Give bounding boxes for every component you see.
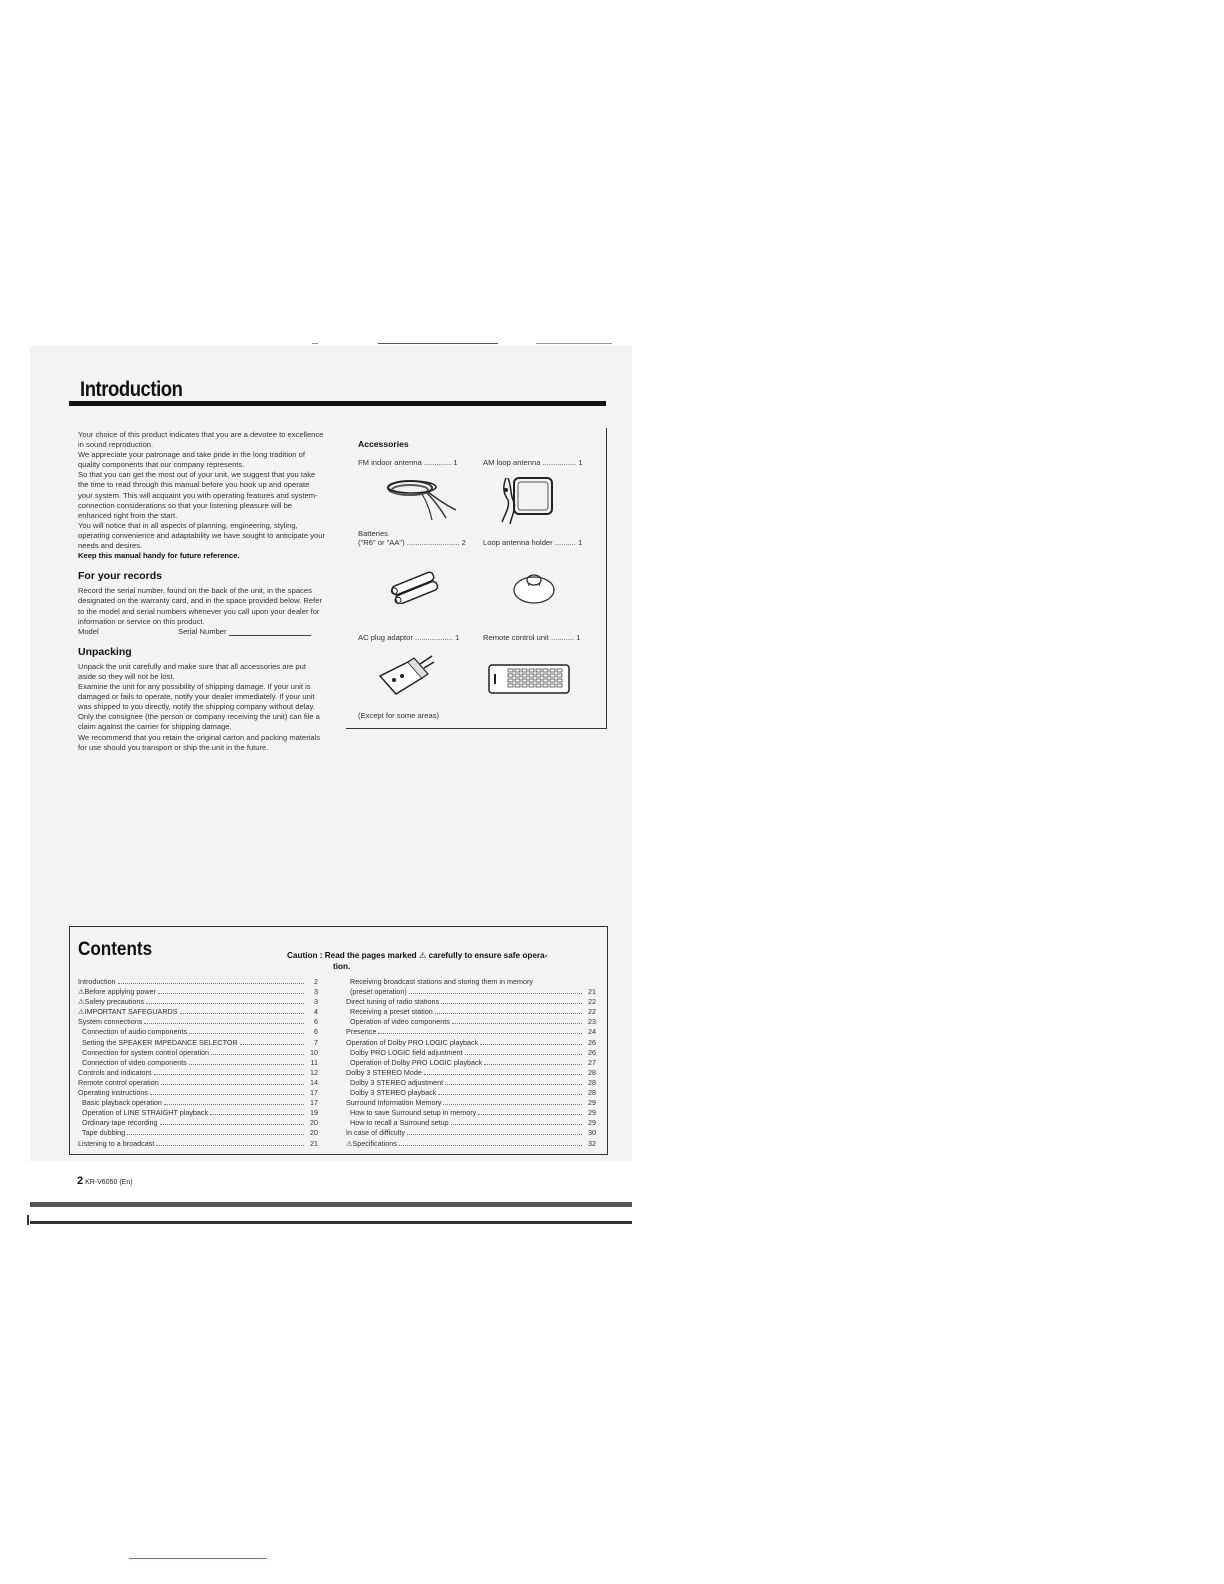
toc-entry (346, 1017, 596, 1027)
toc-leader-dots (164, 1098, 304, 1105)
toc-entry (346, 1007, 596, 1017)
toc-leader-dots (378, 1027, 582, 1034)
toc-entry-title: In case of difficulty (346, 1128, 405, 1138)
caution-text: Caution : Read the pages marked (287, 951, 417, 960)
toc-leader-dots (424, 1068, 582, 1075)
toc-entry-title: ⚠IMPORTANT SAFEGUARDS (78, 1007, 178, 1017)
unpacking-paragraph: Unpack the unit carefully and make sure that all accessories are put aside so they will not be lost. (78, 661, 306, 681)
toc-entry (78, 987, 318, 997)
scan-artifact-line (378, 343, 498, 344)
toc-leader-dots (478, 1108, 582, 1115)
toc-page-number: 29 (588, 1098, 596, 1108)
toc-entry (78, 1108, 318, 1118)
toc-page-number: 3 (314, 987, 318, 997)
scan-artifact-line (536, 343, 612, 344)
loop-holder-label: Loop antenna holder .......... 1 (483, 538, 583, 547)
toc-page-number: 27 (588, 1057, 596, 1067)
scan-mark (27, 1215, 29, 1225)
toc-leader-dots (189, 1027, 304, 1034)
toc-entry-title: Operation of LINE STRAIGHT playback (82, 1108, 209, 1118)
toc-leader-dots (211, 1048, 304, 1055)
toc-entry-title: ⚠Safety precautions (78, 997, 144, 1007)
remote-control-label: Remote control unit ........... 1 (483, 633, 581, 642)
toc-entry (78, 1017, 318, 1027)
toc-entry-title: System connections (78, 1017, 143, 1027)
toc-page-number: 4 (314, 1007, 318, 1017)
caution-text-end: tion. (333, 962, 351, 971)
introduction-text (78, 430, 326, 753)
toc-page-number: 28 (588, 1088, 596, 1098)
toc-page-number: 26 (588, 1037, 596, 1047)
toc-entry (78, 1048, 318, 1058)
toc-leader-dots (399, 1139, 582, 1146)
toc-entry (78, 1007, 318, 1017)
serial-number-row (78, 627, 326, 637)
toc-entry (346, 1108, 596, 1118)
intro-paragraph: We appreciate your patronage and take pride in the long tradition of quality components that our company represents. (78, 450, 305, 470)
toc-entry-title: Operating instructions (78, 1088, 148, 1098)
toc-page-number: 7 (314, 1037, 318, 1047)
toc-page-number: 6 (314, 1027, 318, 1037)
toc-entry (78, 977, 318, 987)
toc-entry (346, 1038, 596, 1048)
toc-leader-dots (465, 1048, 582, 1055)
toc-leader-dots (443, 1098, 582, 1105)
model-label: Model (78, 626, 99, 636)
records-heading: For your records (78, 570, 163, 583)
toc-leader-dots (150, 1088, 304, 1095)
toc-page-number: 22 (588, 1007, 596, 1017)
ac-plug-adaptor-icon (374, 650, 436, 700)
toc-entry-title: (preset operation) (350, 987, 407, 997)
toc-leader-dots (441, 997, 582, 1004)
toc-entry-title: Controls and indicators (78, 1067, 152, 1077)
records-text: Record the serial number, found on the back of the unit, in the spaces designated on the warranty card, and in the space provided below. Refer to the model and serial numbers whenever you call upon your dealer for information or service on this product. (78, 586, 322, 626)
toc-entry-title: Surround Information Memory (346, 1098, 442, 1108)
am-antenna-label: AM loop antenna ................ 1 (483, 458, 583, 467)
toc-leader-dots (189, 1058, 304, 1065)
toc-leader-dots (409, 987, 582, 994)
toc-entry-title: Ordinary tape recording (82, 1118, 158, 1128)
toc-entry (78, 1078, 318, 1088)
toc-entry-title: Operation of Dolby PRO LOGIC playback (346, 1037, 479, 1047)
unpacking-paragraph: Examine the unit for any possibility of shipping damage. If your unit is damaged or fails to operate, notify your dealer immediately. If your unit was shipped to you directly, notify the shipping company without delay. Only the consignee (the person or company receiving the unit) can file a claim against the carrier for shipping damage. (78, 682, 320, 732)
serial-number-blank (229, 627, 311, 636)
unpacking-paragraph: We recommend that you retain the original carton and packing materials for use should you transport or ship the unit in the future. (78, 732, 321, 752)
toc-entry (346, 977, 596, 987)
toc-page-number: 3 (314, 997, 318, 1007)
page-footer (77, 1175, 133, 1187)
model-code: KR-V6050 (En) (85, 1179, 133, 1186)
toc-entry (78, 1139, 318, 1149)
toc-page-number: 12 (310, 1067, 318, 1077)
contents-title: Contents (78, 939, 153, 960)
toc-page-number: 14 (310, 1077, 318, 1087)
toc-leader-dots (407, 1128, 582, 1135)
toc-page-number: 21 (310, 1138, 318, 1148)
fm-antenna-icon (382, 474, 462, 524)
toc-entry-title: Receiving broadcast stations and storing them in memory (350, 977, 533, 986)
toc-entry (346, 1068, 596, 1078)
toc-entry-title: ⚠Specifications (346, 1138, 397, 1148)
toc-entry-title: Connection for system control operation (82, 1047, 210, 1057)
toc-leader-dots (451, 1118, 582, 1125)
unpacking-heading: Unpacking (78, 645, 132, 658)
toc-page-number: 28 (588, 1077, 596, 1087)
introduction-title: Introduction (80, 378, 183, 401)
toc-entry (346, 987, 596, 997)
toc-entry-title: Basic playback operation (82, 1098, 162, 1108)
toc-entry (346, 1048, 596, 1058)
toc-entry (346, 1098, 596, 1108)
toc-page-number: 11 (310, 1057, 318, 1067)
batteries-label: Batteries (358, 529, 388, 538)
batteries-type-label: ("R6" or "AA") ......................... 2 (358, 538, 466, 547)
toc-page-number: 20 (310, 1118, 318, 1128)
toc-entry-title: Setting the SPEAKER IMPEDANCE SELECTOR (82, 1037, 238, 1047)
toc-page-number: 29 (588, 1118, 596, 1128)
toc-leader-dots (445, 1078, 582, 1085)
batteries-icon (386, 568, 446, 604)
toc-entry-title: Dolby 3 STEREO playback (350, 1088, 437, 1098)
toc-entry (78, 1058, 318, 1068)
caution-note (287, 950, 599, 972)
toc-page-number: 6 (314, 1017, 318, 1027)
toc-leader-dots (156, 1139, 304, 1146)
serial-label: Serial Number (178, 626, 227, 636)
toc-leader-dots (180, 1007, 305, 1014)
toc-page-number: 32 (588, 1138, 596, 1148)
toc-entry (78, 1038, 318, 1048)
toc-page-number: 2 (314, 977, 318, 986)
toc-entry (78, 1128, 318, 1138)
toc-entry-title: Direct tuning of radio stations (346, 997, 440, 1007)
toc-leader-dots (210, 1108, 304, 1115)
toc-leader-dots (480, 1038, 582, 1045)
toc-entry-title: How to save Surround setup in memory (350, 1108, 477, 1118)
toc-leader-dots (161, 1078, 304, 1085)
toc-entry (346, 1078, 596, 1088)
toc-entry (346, 1128, 596, 1138)
toc-entry (346, 1139, 596, 1149)
bottom-rule (30, 1221, 632, 1224)
toc-entry-title: Listening to a broadcast (78, 1138, 155, 1148)
toc-leader-dots (127, 1128, 304, 1135)
toc-entry-title: Dolby 3 STEREO Mode (346, 1067, 422, 1077)
toc-leader-dots (484, 1058, 582, 1065)
toc-page-number: 10 (310, 1047, 318, 1057)
toc-page-number: 28 (588, 1067, 596, 1077)
toc-leader-dots (240, 1038, 304, 1045)
intro-paragraph: So that you can get the most out of your unit, we suggest that you take the time to read through this manual before you hook up and operate your system. This will acquaint you with operating features and system-connection considerations so that your listening pleasure will be enhanced right from the start. (78, 470, 318, 520)
toc-entry (78, 1027, 318, 1037)
contents-box (69, 926, 608, 1155)
toc-entry-title: Tape dubbing (82, 1128, 126, 1138)
am-loop-antenna-icon (494, 472, 556, 526)
toc-leader-dots (435, 1007, 582, 1014)
intro-paragraph: You will notice that in all aspects of planning, engineering, styling, operating convenience and adaptability we have sought to anticipate your needs and desires. (78, 520, 325, 551)
toc-entry-title: Dolby 3 STEREO adjustment (350, 1077, 444, 1087)
toc-entry (346, 1118, 596, 1128)
toc-entry-title: Operation of Dolby PRO LOGIC playback (350, 1057, 483, 1067)
toc-entry (346, 1027, 596, 1037)
toc-entry-title: Presence (346, 1027, 377, 1037)
toc-page-number: 22 (588, 997, 596, 1007)
toc-entry (78, 1068, 318, 1078)
toc-leader-dots (146, 997, 304, 1004)
toc-page-number: 30 (588, 1128, 596, 1138)
accessories-box (346, 428, 607, 729)
toc-entry-title: Dolby PRO LOGIC field adjustment (350, 1047, 463, 1057)
toc-page-number: 20 (310, 1128, 318, 1138)
toc-entry-title: Receiving a preset station (350, 1007, 433, 1017)
toc-page-number: 23 (588, 1017, 596, 1027)
toc-page-number: 17 (310, 1098, 318, 1108)
toc-entry (78, 1118, 318, 1128)
toc-leader-dots (438, 1088, 582, 1095)
toc-entry (346, 1058, 596, 1068)
fm-antenna-label: FM indoor antenna ............. 1 (358, 458, 458, 467)
toc-page-number: 17 (310, 1088, 318, 1098)
page-number: 2 (77, 1175, 84, 1187)
toc-leader-dots (118, 977, 304, 984)
toc-left-column (78, 977, 318, 1149)
toc-leader-dots (452, 1017, 582, 1024)
title-rule (69, 401, 606, 406)
toc-right-column (346, 977, 596, 1149)
warning-triangle-icon: ⚠ (418, 951, 427, 960)
toc-entry-title: ⚠Before applying power (78, 987, 156, 997)
toc-entry (346, 997, 596, 1007)
toc-entry-title: Connection of video components (82, 1057, 187, 1067)
ac-plug-adaptor-label: AC plug adaptor .................. 1 (358, 633, 460, 642)
toc-leader-dots (144, 1017, 304, 1024)
accessories-note: (Except for some areas) (358, 711, 440, 720)
toc-leader-dots (158, 987, 304, 994)
toc-entry-title: Connection of audio components (82, 1027, 188, 1037)
toc-entry (78, 1098, 318, 1108)
toc-entry-title: Operation of video components (350, 1017, 450, 1027)
toc-page-number: 26 (588, 1047, 596, 1057)
caution-text-cont: carefully to ensure safe opera- (428, 951, 548, 960)
toc-page-number: 24 (588, 1027, 596, 1037)
remote-control-icon (488, 664, 570, 694)
loop-antenna-holder-icon (510, 570, 558, 606)
toc-entry-title: Introduction (78, 977, 116, 986)
scan-artifact-line (312, 343, 318, 344)
accessories-title: Accessories (358, 439, 409, 449)
toc-leader-dots (154, 1068, 304, 1075)
toc-entry (346, 1088, 596, 1098)
intro-paragraph: Your choice of this product indicates that you are a devotee to excellence in sound reproduction. (78, 430, 324, 450)
toc-entry (78, 997, 318, 1007)
toc-page-number: 21 (588, 987, 596, 997)
toc-leader-dots (160, 1118, 304, 1125)
toc-entry-title: How to recall a Surround setup (350, 1118, 449, 1128)
scan-artifact-line (129, 1558, 267, 1559)
toc-page-number: 19 (310, 1108, 318, 1118)
keep-manual-note: Keep this manual handy for future reference. (78, 551, 240, 561)
bottom-rule (30, 1202, 632, 1207)
toc-page-number: 29 (588, 1108, 596, 1118)
toc-entry (78, 1088, 318, 1098)
toc-entry-title: Remote control operation (78, 1077, 159, 1087)
